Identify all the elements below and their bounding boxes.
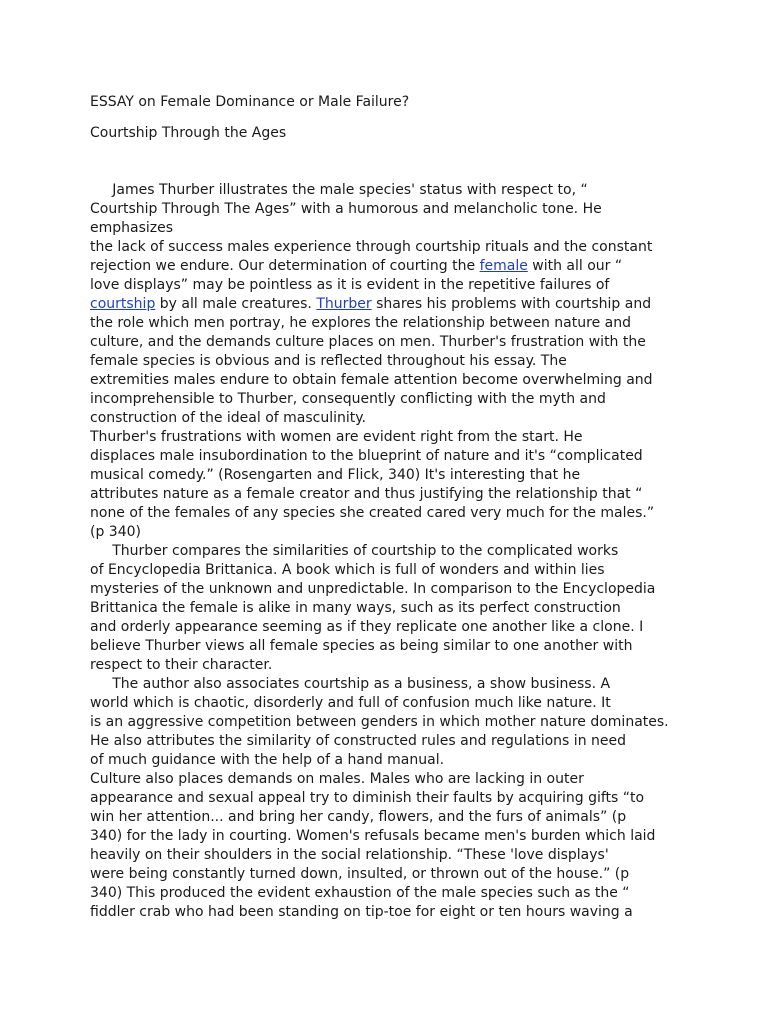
text-line [90, 428, 690, 447]
hyperlink-female[interactable]: female [479, 258, 528, 274]
text-segment: attributes nature as a female creator and thus justifying the relationship that “ [90, 486, 643, 502]
text-line [90, 884, 690, 903]
text-segment: were being constantly turned down, insulted, or thrown out of the house.” (p [90, 866, 630, 882]
text-line [90, 371, 690, 390]
text-segment: Thurber's frustrations with women are evident right from the start. He [90, 429, 583, 445]
text-line [90, 865, 690, 884]
text-line [90, 694, 690, 713]
text-line [90, 732, 690, 751]
text-segment: emphasizes [90, 220, 174, 236]
text-segment: respect to their character. [90, 657, 273, 673]
text-line [90, 485, 690, 504]
text-segment: and orderly appearance seeming as if they replicate one another like a clone. I [90, 619, 644, 635]
text-segment: extremities males endure to obtain female attention become overwhelming and [90, 372, 653, 388]
text-segment: rejection we endure. Our determination of courting the [90, 258, 480, 274]
text-line [90, 542, 690, 561]
text-segment: win her attention... and bring her candy, flowers, and the furs of animals” (p [90, 809, 627, 825]
hyperlink-courtship[interactable]: courtship [90, 296, 156, 312]
text-line [90, 295, 690, 314]
text-segment: displaces male insubordination to the blueprint of nature and it's “complicated [90, 448, 643, 464]
text-segment: none of the females of any species she created cared very much for the males.” [90, 505, 655, 521]
text-line [90, 333, 690, 352]
text-line [90, 200, 690, 219]
text-segment: believe Thurber views all female species as being similar to one another with [90, 638, 633, 654]
text-segment: love displays” may be pointless as it is evident in the repetitive failures of [90, 277, 610, 293]
text-line [90, 770, 690, 789]
text-segment: with all our “ [527, 258, 623, 274]
text-segment: incomprehensible to Thurber, consequently conflicting with the myth and [90, 391, 606, 407]
hyperlink-thurber[interactable]: Thurber [316, 296, 372, 312]
text-segment: shares his problems with courtship and [371, 296, 652, 312]
text-line [90, 903, 690, 922]
text-segment: musical comedy.” (Rosengarten and Flick, 340) It's interesting that he [90, 467, 581, 483]
text-segment: of much guidance with the help of a hand manual. [90, 752, 445, 768]
text-segment: is an aggressive competition between genders in which mother nature dominates. [90, 714, 669, 730]
text-line [90, 409, 690, 428]
text-segment: female species is obvious and is reflected throughout his essay. The [90, 353, 567, 369]
text-segment: appearance and sexual appeal try to diminish their faults by acquiring gifts “to [90, 790, 645, 806]
essay-body [90, 181, 690, 922]
text-segment: He also attributes the similarity of constructed rules and regulations in need [90, 733, 626, 749]
text-line [90, 713, 690, 732]
text-line [90, 637, 690, 656]
text-line [90, 523, 690, 542]
text-segment: mysteries of the unknown and unpredictable. In comparison to the Encyclopedia [90, 581, 656, 597]
text-line [90, 599, 690, 618]
text-line [90, 656, 690, 675]
text-line [90, 751, 690, 770]
text-line [90, 390, 690, 409]
text-segment: world which is chaotic, disorderly and full of confusion much like nature. It [90, 695, 611, 711]
text-segment: 340) for the lady in courting. Women's refusals became men's burden which laid [90, 828, 656, 844]
text-line [90, 466, 690, 485]
text-segment: of Encyclopedia Brittanica. A book which is full of wonders and within lies [90, 562, 605, 578]
text-segment: 340) This produced the evident exhaustion of the male species such as the “ [90, 885, 630, 901]
text-segment: Thurber compares the similarities of courtship to the complicated works [90, 543, 619, 559]
text-segment: by all male creatures. [155, 296, 317, 312]
text-segment: the role which men portray, he explores the relationship between nature and [90, 315, 631, 331]
text-line [90, 561, 690, 580]
text-line [90, 447, 690, 466]
text-line [90, 504, 690, 523]
text-segment: (p 340) [90, 524, 141, 540]
essay-title: ESSAY on Female Dominance or Male Failure? [90, 94, 410, 110]
text-line [90, 352, 690, 371]
text-line [90, 314, 690, 333]
text-line [90, 181, 690, 200]
text-segment: Courtship Through The Ages” with a humorous and melancholic tone. He [90, 201, 602, 217]
text-line [90, 827, 690, 846]
text-line [90, 675, 690, 694]
text-segment: heavily on their shoulders in the social relationship. “These 'love displays' [90, 847, 609, 863]
text-segment: Brittanica the female is alike in many ways, such as its perfect construction [90, 600, 621, 616]
text-line [90, 219, 690, 238]
text-line [90, 789, 690, 808]
text-segment: culture, and the demands culture places on men. Thurber's frustration with the [90, 334, 646, 350]
text-line [90, 257, 690, 276]
text-line [90, 846, 690, 865]
text-segment: the lack of success males experience through courtship rituals and the constant [90, 239, 653, 255]
text-line [90, 618, 690, 637]
text-segment: Culture also places demands on males. Males who are lacking in outer [90, 771, 584, 787]
text-line [90, 276, 690, 295]
text-segment: fiddler crab who had been standing on tip-toe for eight or ten hours waving a [90, 904, 633, 920]
text-line [90, 808, 690, 827]
text-segment: The author also associates courtship as a business, a show business. A [90, 676, 611, 692]
text-line [90, 238, 690, 257]
text-segment: James Thurber illustrates the male species' status with respect to, “ [90, 182, 588, 198]
text-segment: construction of the ideal of masculinity. [90, 410, 366, 426]
essay-subtitle: Courtship Through the Ages [90, 125, 287, 141]
text-line [90, 580, 690, 599]
